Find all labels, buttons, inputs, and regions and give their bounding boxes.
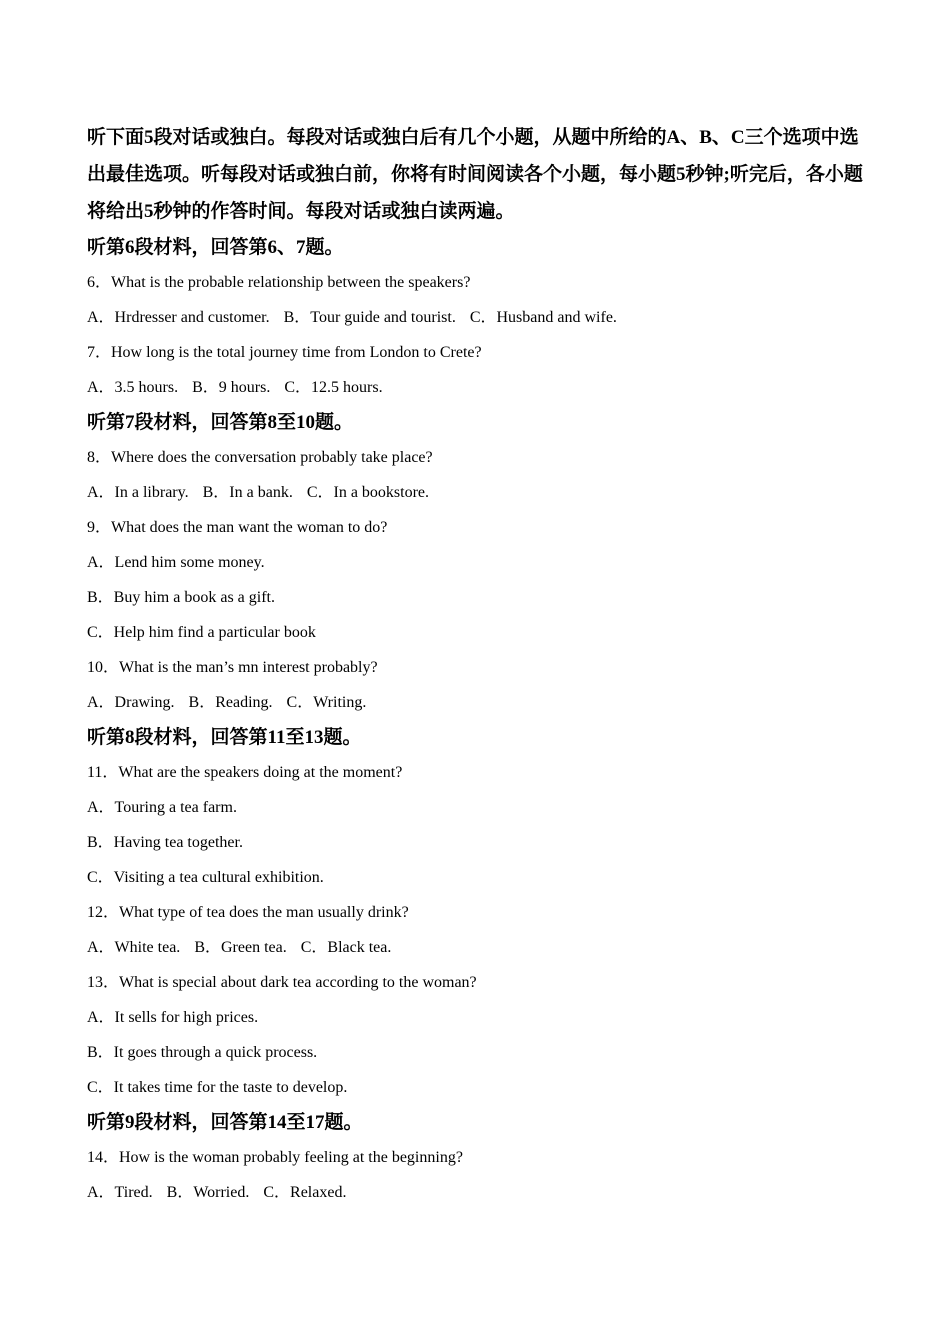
option: C．Black tea. xyxy=(300,939,392,956)
options-row xyxy=(87,930,877,965)
option: C．Husband and wife. xyxy=(469,309,617,326)
option-line: A．It sells for high prices. xyxy=(87,1009,259,1026)
options-row xyxy=(87,685,877,720)
option: C．In a bookstore. xyxy=(306,484,430,501)
option-line: B．Having tea together. xyxy=(87,834,243,851)
options-row xyxy=(87,300,877,335)
option-line: C．Help him find a particular book xyxy=(87,624,316,641)
option: B．Reading. xyxy=(188,694,273,711)
option-line: C．It takes time for the taste to develop. xyxy=(87,1079,348,1096)
option: A．In a library. xyxy=(87,484,189,501)
option: A．Hrdresser and customer. xyxy=(87,309,270,326)
question: 7．How long is the total journey time from London to Crete? xyxy=(87,344,482,361)
option: A．White tea. xyxy=(87,939,181,956)
option-line: B．Buy him a book as a gift. xyxy=(87,589,275,606)
option: A．3.5 hours. xyxy=(87,379,179,396)
section-title: 听第8段材料，回答第11至13题。 xyxy=(87,727,362,748)
question: 13．What is special about dark tea according to the woman? xyxy=(87,974,477,991)
option-line: B．It goes through a quick process. xyxy=(87,1044,318,1061)
option: C．12.5 hours. xyxy=(284,379,383,396)
section-title: 听第7段材料，回答第8至10题。 xyxy=(87,412,354,433)
option: C．Writing. xyxy=(286,694,367,711)
option: B．Tour guide and tourist. xyxy=(283,309,456,326)
option-line: A．Touring a tea farm. xyxy=(87,799,237,816)
options-row xyxy=(87,475,877,510)
option-line: A．Lend him some money. xyxy=(87,554,265,571)
question: 8．Where does the conversation probably take place? xyxy=(87,449,433,466)
option: A．Drawing. xyxy=(87,694,175,711)
exam-page xyxy=(87,119,877,1210)
question: 9．What does the man want the woman to do? xyxy=(87,519,388,536)
option: C．Relaxed. xyxy=(263,1184,347,1201)
question: 11．What are the speakers doing at the moment? xyxy=(87,764,403,781)
option-line: C．Visiting a tea cultural exhibition. xyxy=(87,869,324,886)
option: A．Tired. xyxy=(87,1184,153,1201)
question: 6．What is the probable relationship between the speakers? xyxy=(87,274,471,291)
option: B．In a bank. xyxy=(202,484,293,501)
option: B．Worried. xyxy=(166,1184,250,1201)
options-row xyxy=(87,370,877,405)
options-row xyxy=(87,1175,877,1210)
option: B．9 hours. xyxy=(192,379,271,396)
section-title: 听第6段材料，回答第6、7题。 xyxy=(87,237,344,258)
listening-instructions: 听下面5段对话或独白。每段对话或独白后有几个小题，从题中所给的A、B、C三个选项中选出最佳选项。听每段对话或独白前，你将有时间阅读各个小题，每小题5秒钟;听完后，各小题将给出5秒钟的作答时间。每段对话或独白读两遍。 xyxy=(87,127,863,222)
question: 14．How is the woman probably feeling at the beginning? xyxy=(87,1149,463,1166)
option: B．Green tea. xyxy=(194,939,287,956)
section-title: 听第9段材料，回答第14至17题。 xyxy=(87,1112,363,1133)
question: 12．What type of tea does the man usually drink? xyxy=(87,904,409,921)
question: 10．What is the man’s mn interest probably? xyxy=(87,659,378,676)
